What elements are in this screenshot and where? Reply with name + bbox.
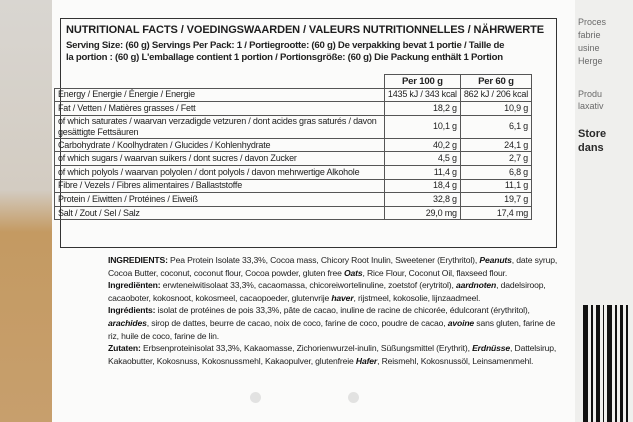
table-row — [55, 179, 532, 193]
allergen-haver: haver — [331, 292, 354, 303]
value-per100: 29,0 mg — [384, 206, 460, 220]
allergen-hafer: Hafer — [355, 355, 378, 366]
side-text-line: laxativ — [578, 101, 604, 111]
ingredients-en: INGREDIENTS: Pea Protein Isolate 33,3%, Cocoa mass, Chicory Root Inulin, Sweetener (Erythritol), Peanuts, date syrup, Cocoa Butter, coconut, coconut flour, Cocoa powder, gluten free Oats, Rice Flour, Coconut Oil, flaxseed flour. — [108, 255, 558, 278]
nutrient-label: Protein / Eiwitten / Protéines / Eiweiß — [55, 193, 385, 207]
barcode — [583, 305, 631, 422]
side-bold-text: Store — [578, 128, 607, 140]
nutrition-table — [54, 74, 532, 220]
ingredients-fr-label: Ingrédients: — [108, 305, 156, 316]
side-text-line: Herge — [578, 56, 603, 66]
nutrient-label: Energy / Energie / Énergie / Energie — [55, 88, 385, 102]
value-per60: 6,8 g — [460, 165, 531, 179]
value-per60: 11,1 g — [460, 179, 531, 193]
nutrition-title: NUTRITIONAL FACTS / VOEDINGSWAARDEN / VALEURS NUTRITIONNELLES / NÄHRWERTE — [66, 24, 544, 36]
value-per60: 17,4 mg — [460, 206, 531, 220]
value-per60: 19,7 g — [460, 193, 531, 207]
allergen-arachides: arachides — [108, 317, 147, 328]
col-header-per60: Per 60 g — [460, 75, 531, 89]
table-row — [55, 115, 532, 138]
nutrient-label: Carbohydrate / Koolhydraten / Glucides / Kohlenhydrate — [55, 138, 385, 152]
side-text-line: fabrie — [578, 30, 601, 40]
faint-social-icons — [250, 392, 490, 406]
ingredients-block — [108, 254, 558, 367]
value-per60: 10,9 g — [460, 102, 531, 116]
table-row — [55, 138, 532, 152]
side-bold-text: dans — [578, 142, 604, 154]
side-text-line: Produ — [578, 89, 603, 99]
nutrient-label: of which polyols / waarvan polyolen / dont polyols / davon mehrwertige Alkohole — [55, 165, 385, 179]
nutrient-label: Salt / Zout / Sel / Salz — [55, 206, 385, 220]
social-icon — [348, 392, 359, 403]
value-per100: 1435 kJ / 343 kcal — [384, 88, 460, 102]
table-row — [55, 152, 532, 166]
value-per60: 6,1 g — [460, 115, 531, 138]
value-per100: 40,2 g — [384, 138, 460, 152]
ingredients-en-label: INGREDIENTS: — [108, 255, 168, 265]
table-row — [55, 88, 532, 102]
table-row — [55, 193, 532, 207]
serving-line: la portion : (60 g) L'emballage contient 1 portion / Portionsgröße: (60 g) Die Packung enthält 1 Portion — [66, 52, 503, 63]
value-per60: 862 kJ / 206 kcal — [460, 88, 531, 102]
ingredients-nl: Ingrediënten: erwteneiwitisolaat 33,3%, cacaomassa, chicoreiwortelinuline, zoetstof (erytritol), aardnoten, dadelsiroop, cacaoboter, kokosnoot, kokosmeel, cacaopoeder, glutenvrije haver, rijstmeel, kokosolie, lijnzaadmeel. — [108, 280, 546, 303]
package-left-edge — [0, 0, 52, 422]
side-text-line: usine — [578, 43, 600, 53]
serving-line: Serving Size: (60 g) Servings Per Pack: 1 / Portiegrootte: (60 g) De verpakking bevat 1 portie / Taille de — [66, 40, 505, 51]
ingredients-nl-label: Ingrediënten: — [108, 280, 161, 291]
table-row — [55, 102, 532, 116]
value-per60: 2,7 g — [460, 152, 531, 166]
ingredients-de-label: Zutaten: — [108, 343, 141, 354]
table-row — [55, 165, 532, 179]
value-per100: 11,4 g — [384, 165, 460, 179]
allergen-erdnuesse: Erdnüsse — [472, 343, 511, 354]
side-text-line: Proces — [578, 17, 607, 27]
allergen-aardnoten: aardnoten — [455, 280, 497, 291]
social-icon — [250, 392, 261, 403]
value-per60: 24,1 g — [460, 138, 531, 152]
value-per100: 18,4 g — [384, 179, 460, 193]
nutrient-label: Fat / Vetten / Matières grasses / Fett — [55, 102, 385, 116]
ingredients-fr: Ingrédients: isolat de protéines de pois 33,3%, pâte de cacao, inuline de racine de chicorée, édulcorant (érythritol), arachides, sirop de dattes, beurre de cacao, noix de coco, farine de coco, poudre de cacao, avoine sans gluten, farine de riz, huile de coco, farine de lin. — [108, 305, 556, 341]
nutrient-label: of which saturates / waarvan verzadigde vetzuren / dont acides gras saturés / davon gesättigte Fettsäuren — [55, 115, 385, 138]
table-header-row — [55, 75, 532, 89]
value-per100: 32,8 g — [384, 193, 460, 207]
allergen-peanuts: Peanuts — [479, 255, 512, 265]
table-row — [55, 206, 532, 220]
package-side-panel — [575, 0, 633, 422]
nutrient-label: of which sugars / waarvan suikers / dont sucres / davon Zucker — [55, 152, 385, 166]
col-header-per100: Per 100 g — [384, 75, 460, 89]
ingredients-de: Zutaten: Erbsenproteinisolat 33,3%, Kakaomasse, Zichorienwurzel-inulin, Süßungsmittel (Erythrit), Erdnüsse, Dattelsirup, Kakaobutter, Kokosnuss, Kokosnussmehl, Kakaopulver, glutenfreie Hafer, Reismehl, Kokosnussöl, Leinsamenmehl. — [108, 343, 557, 366]
value-per100: 10,1 g — [384, 115, 460, 138]
serving-info — [66, 40, 552, 64]
value-per100: 18,2 g — [384, 102, 460, 116]
allergen-oats: Oats — [343, 267, 363, 278]
allergen-avoine: avoine — [447, 317, 475, 328]
nutrient-label: Fibre / Vezels / Fibres alimentaires / Ballaststoffe — [55, 179, 385, 193]
value-per100: 4,5 g — [384, 152, 460, 166]
